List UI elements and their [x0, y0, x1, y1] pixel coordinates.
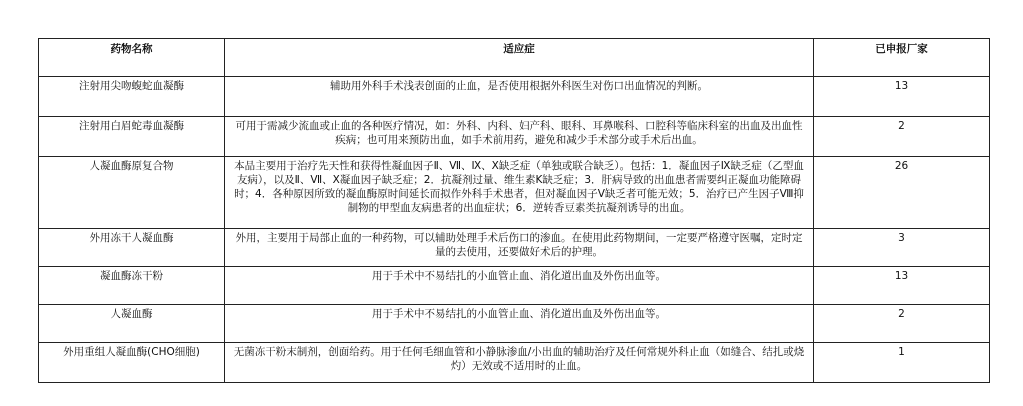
manufacturer-count-cell: 2 [814, 117, 990, 157]
manufacturer-count-cell: 1 [814, 343, 990, 383]
table-row [39, 77, 990, 117]
table-row [39, 157, 990, 229]
indication-cell: 外用，主要用于局部止血的一种药物，可以辅助处理手术后伤口的渗血。在使用此药物期间，一定要严格遵守医嘱，定时定量的去使用，还要做好术后的护理。 [225, 229, 814, 267]
manufacturer-count-cell: 3 [814, 229, 990, 267]
indication-cell: 本品主要用于治疗先天性和获得性凝血因子Ⅱ、Ⅶ、Ⅸ、Ⅹ缺乏症（单独或联合缺乏）。包括：1．凝血因子Ⅸ缺乏症（乙型血友病），以及Ⅱ、Ⅶ、Ⅹ凝血因子缺乏症；2．抗凝剂过量、维生素K缺乏症；3．肝病导致的出血患者需要纠正凝血功能障碍时；4．各种原因所致的凝血酶原时间延长而拟作外科手术患者，但对凝血因子Ⅴ缺乏者可能无效；5．治疗已产生因子Ⅷ抑制物的甲型血友病患者的出血症状；6．逆转香豆素类抗凝剂诱导的出血。 [225, 157, 814, 229]
manufacturer-count-cell: 13 [814, 267, 990, 305]
table-header-row [39, 39, 990, 77]
indication-cell: 用于手术中不易结扎的小血管止血、消化道出血及外伤出血等。 [225, 305, 814, 343]
manufacturer-count-cell: 2 [814, 305, 990, 343]
drug-name-cell: 注射用尖吻蝮蛇血凝酶 [39, 77, 225, 117]
drug-name-cell: 凝血酶冻干粉 [39, 267, 225, 305]
drug-name-cell: 外用冻干人凝血酶 [39, 229, 225, 267]
manufacturer-count-cell: 26 [814, 157, 990, 229]
indication-cell: 无菌冻干粉末制剂，创面给药。用于任何毛细血管和小静脉渗血/小出血的辅助治疗及任何常规外科止血（如缝合、结扎或烧灼）无效或不适用时的止血。 [225, 343, 814, 383]
indication-cell: 用于手术中不易结扎的小血管止血、消化道出血及外伤出血等。 [225, 267, 814, 305]
drug-name-cell: 人凝血酶原复合物 [39, 157, 225, 229]
indication-cell: 可用于需减少流血或止血的各种医疗情况，如：外科、内科、妇产科、眼科、耳鼻喉科、口腔科等临床科室的出血及出血性疾病；也可用来预防出血，如手术前用药，避免和减少手术部分或手术后出血。 [225, 117, 814, 157]
header-manufacturer-count: 已申报厂家 [814, 39, 990, 77]
table-row [39, 305, 990, 343]
drug-name-cell: 外用重组人凝血酶(CHO细胞) [39, 343, 225, 383]
header-drug-name: 药物名称 [39, 39, 225, 77]
drug-table [38, 38, 990, 383]
table-row [39, 229, 990, 267]
table-row [39, 343, 990, 383]
header-indication: 适应症 [225, 39, 814, 77]
table-row [39, 117, 990, 157]
drug-name-cell: 人凝血酶 [39, 305, 225, 343]
indication-cell: 辅助用外科手术浅表创面的止血，是否使用根据外科医生对伤口出血情况的判断。 [225, 77, 814, 117]
drug-name-cell: 注射用白眉蛇毒血凝酶 [39, 117, 225, 157]
table-row [39, 267, 990, 305]
manufacturer-count-cell: 13 [814, 77, 990, 117]
